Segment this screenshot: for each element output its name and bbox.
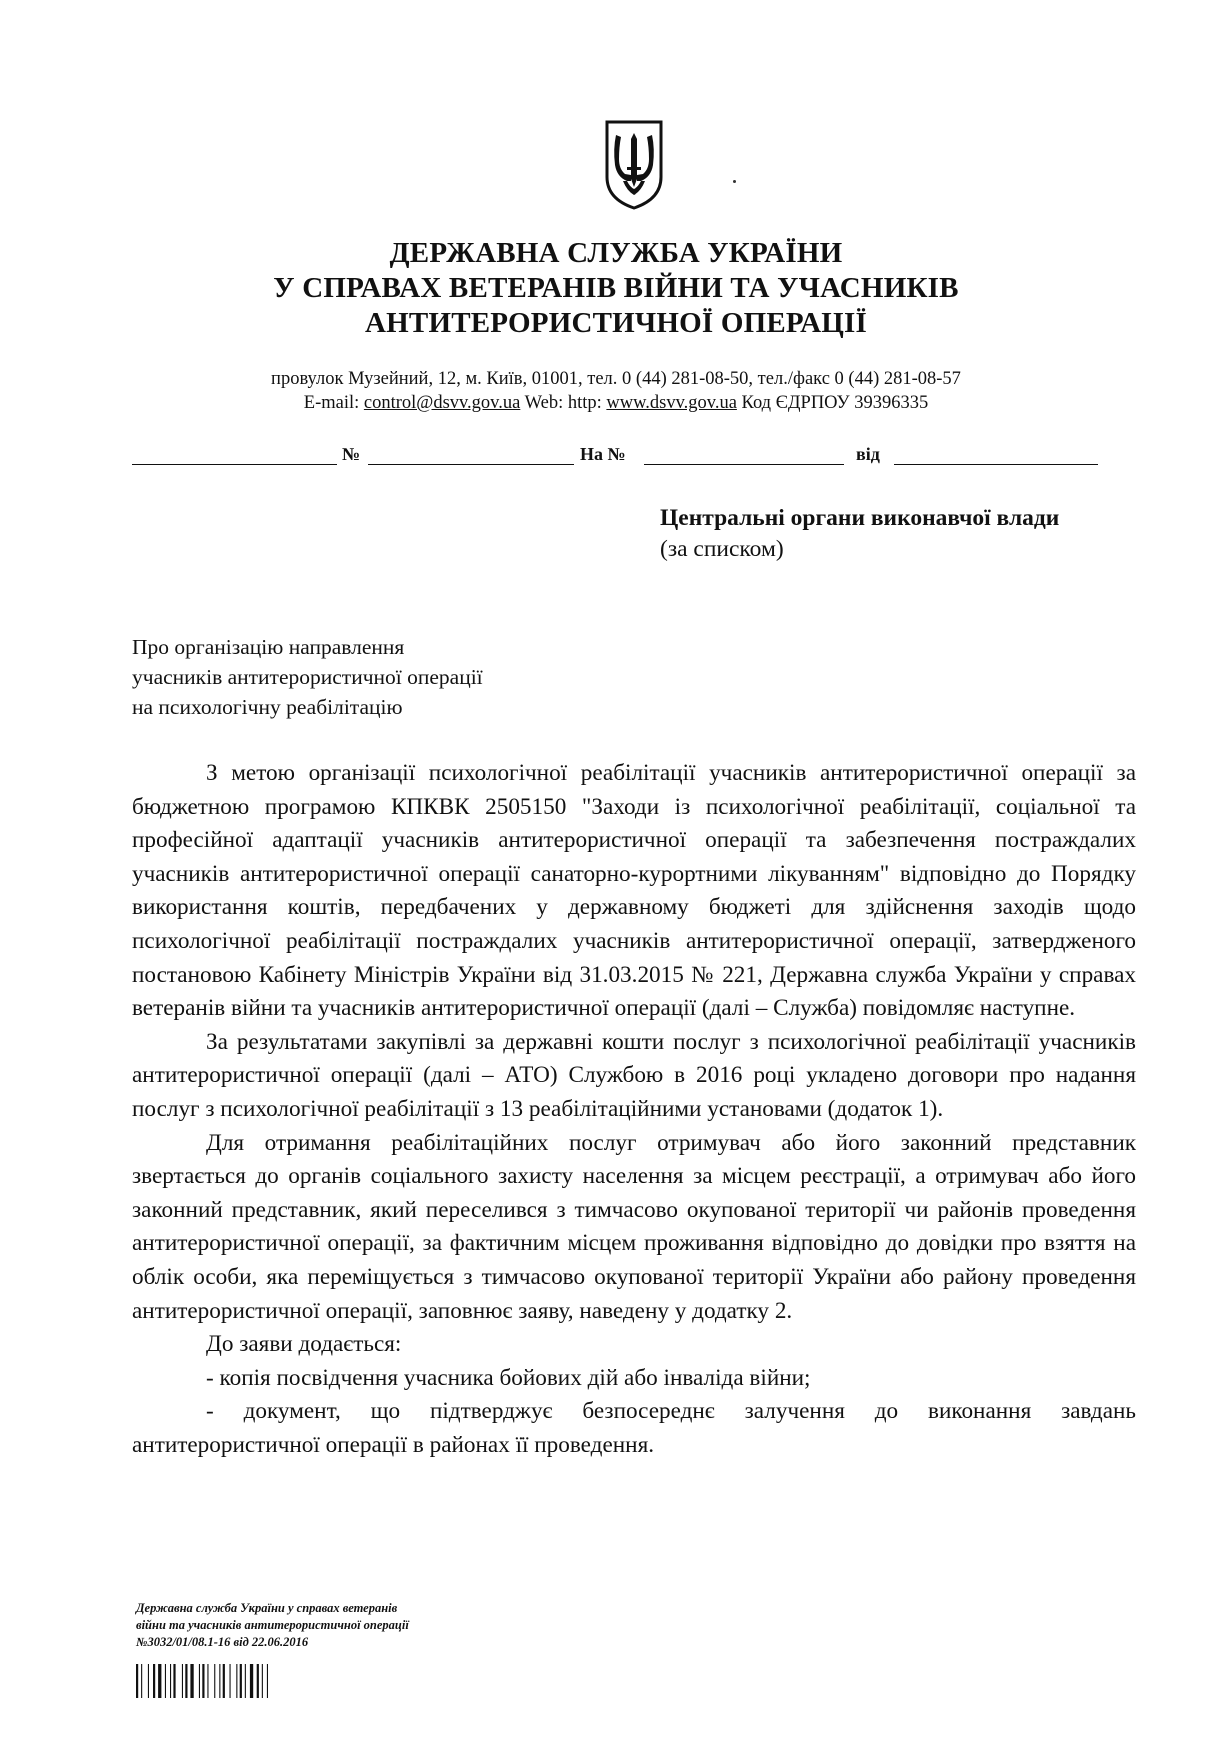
stamp-line-2: війни та учасників антитерористичної операції	[136, 1618, 409, 1632]
coat-of-arms-trident-icon	[603, 119, 665, 211]
addressee-name: Центральні органи виконавчої влади	[660, 505, 1060, 531]
org-title-line-3: АНТИТЕРОРИСТИЧНОЇ ОПЕРАЦІЇ	[365, 307, 867, 339]
reply-number-blank	[644, 464, 844, 465]
contacts-block	[0, 367, 1232, 415]
email-label: E-mail:	[303, 393, 360, 413]
contacts-address-line: провулок Музейний, 12, м. Київ, 01001, тел. 0 (44) 281-08-50, тел./факс 0 (44) 281-08-57	[271, 369, 961, 389]
contacts-web-line	[0, 391, 1232, 415]
subject-line-2: учасників антитерористичної операції	[132, 665, 483, 689]
number-label: №	[342, 444, 361, 464]
stamp-line-1: Державна служба України у справах ветеранів	[136, 1601, 398, 1615]
barcode-icon	[136, 1664, 310, 1698]
letter-body	[132, 757, 1136, 1462]
list-item-1: - копія посвідчення учасника бойових дій або інваліда війни;	[206, 1364, 811, 1391]
org-title-line-2: У СПРАВАХ ВЕТЕРАНІВ ВІЙНИ ТА УЧАСНИКІВ	[273, 272, 959, 304]
date-blank	[132, 464, 337, 465]
organization-title	[0, 236, 1232, 341]
web-label: Web: http:	[524, 393, 602, 413]
registration-line	[132, 444, 1098, 472]
reply-date-blank	[894, 464, 1098, 465]
stamp-line-3: №3032/01/08.1-16 від 22.06.2016	[136, 1635, 309, 1649]
date-label: від	[856, 444, 880, 464]
registration-stamp	[136, 1600, 409, 1651]
web-link[interactable]: www.dsvv.gov.ua	[606, 393, 737, 413]
reply-number-label: На №	[580, 444, 626, 464]
body-paragraph-2: За результатами закупівлі за державні кошти послуг з психологічної реабілітації учасників антитерористичної операції (далі – АТО) Службою в 2016 році укладено договори про надання послуг з психологічної реабілітації з 13 реабілітаційними установами (додаток 1).	[132, 1028, 1136, 1122]
number-blank	[368, 464, 574, 465]
subject-line-3: на психологічну реабілітацію	[132, 695, 403, 719]
body-paragraph-1: З метою організації психологічної реабілітації учасників антитерористичної операції за бюджетною програмою КПКВК 2505150 "Заходи із психологічної реабілітації, соціальної та професійної адаптації учасників антитерористичної операції та забезпечення постраждалих учасників антитерористичної операції санаторно-курортними лікуванням" відповідно до Порядку використання коштів, передбачених у державному бюджеті для здійснення заходів щодо психологічної реабілітації постраждалих учасників антитерористичної операції, затвердженого постановою Кабінету Міністрів України від 31.03.2015 № 221, Державна служба України у справах ветеранів війни та учасників антитерористичної операції (далі – Служба) повідомляє наступне.	[132, 760, 1136, 1022]
body-paragraph-4: До заяви додається:	[206, 1331, 402, 1358]
subject-line-1: Про організацію направлення	[132, 635, 405, 659]
scan-speck	[733, 180, 736, 183]
list-item-2: - документ, що підтверджує безпосереднє залучення до виконання завдань антитерористичної операції в районах її проведення.	[132, 1398, 1136, 1458]
org-title-line-1: ДЕРЖАВНА СЛУЖБА УКРАЇНИ	[389, 237, 843, 269]
email-link[interactable]: control@dsvv.gov.ua	[363, 393, 521, 413]
subject-block	[132, 632, 483, 722]
addressee-note: (за списком)	[660, 536, 784, 562]
body-paragraph-3: Для отримання реабілітаційних послуг отримувач або його законний представник звертається до органів соціального захисту населення за місцем реєстрації, а отримувач або його законний представник, який переселився з тимчасово окупованої території чи районів проведення антитерористичної операції, за фактичним місцем проживання відповідно до довідки про взяття на облік особи, яка переміщується з тимчасово окупованої території України або району проведення антитерористичної операції, заповнює заяву, наведену у додатку 2.	[132, 1129, 1136, 1324]
edrpou-code: Код ЄДРПОУ 39396335	[741, 393, 929, 413]
addressee-block	[660, 503, 1059, 565]
